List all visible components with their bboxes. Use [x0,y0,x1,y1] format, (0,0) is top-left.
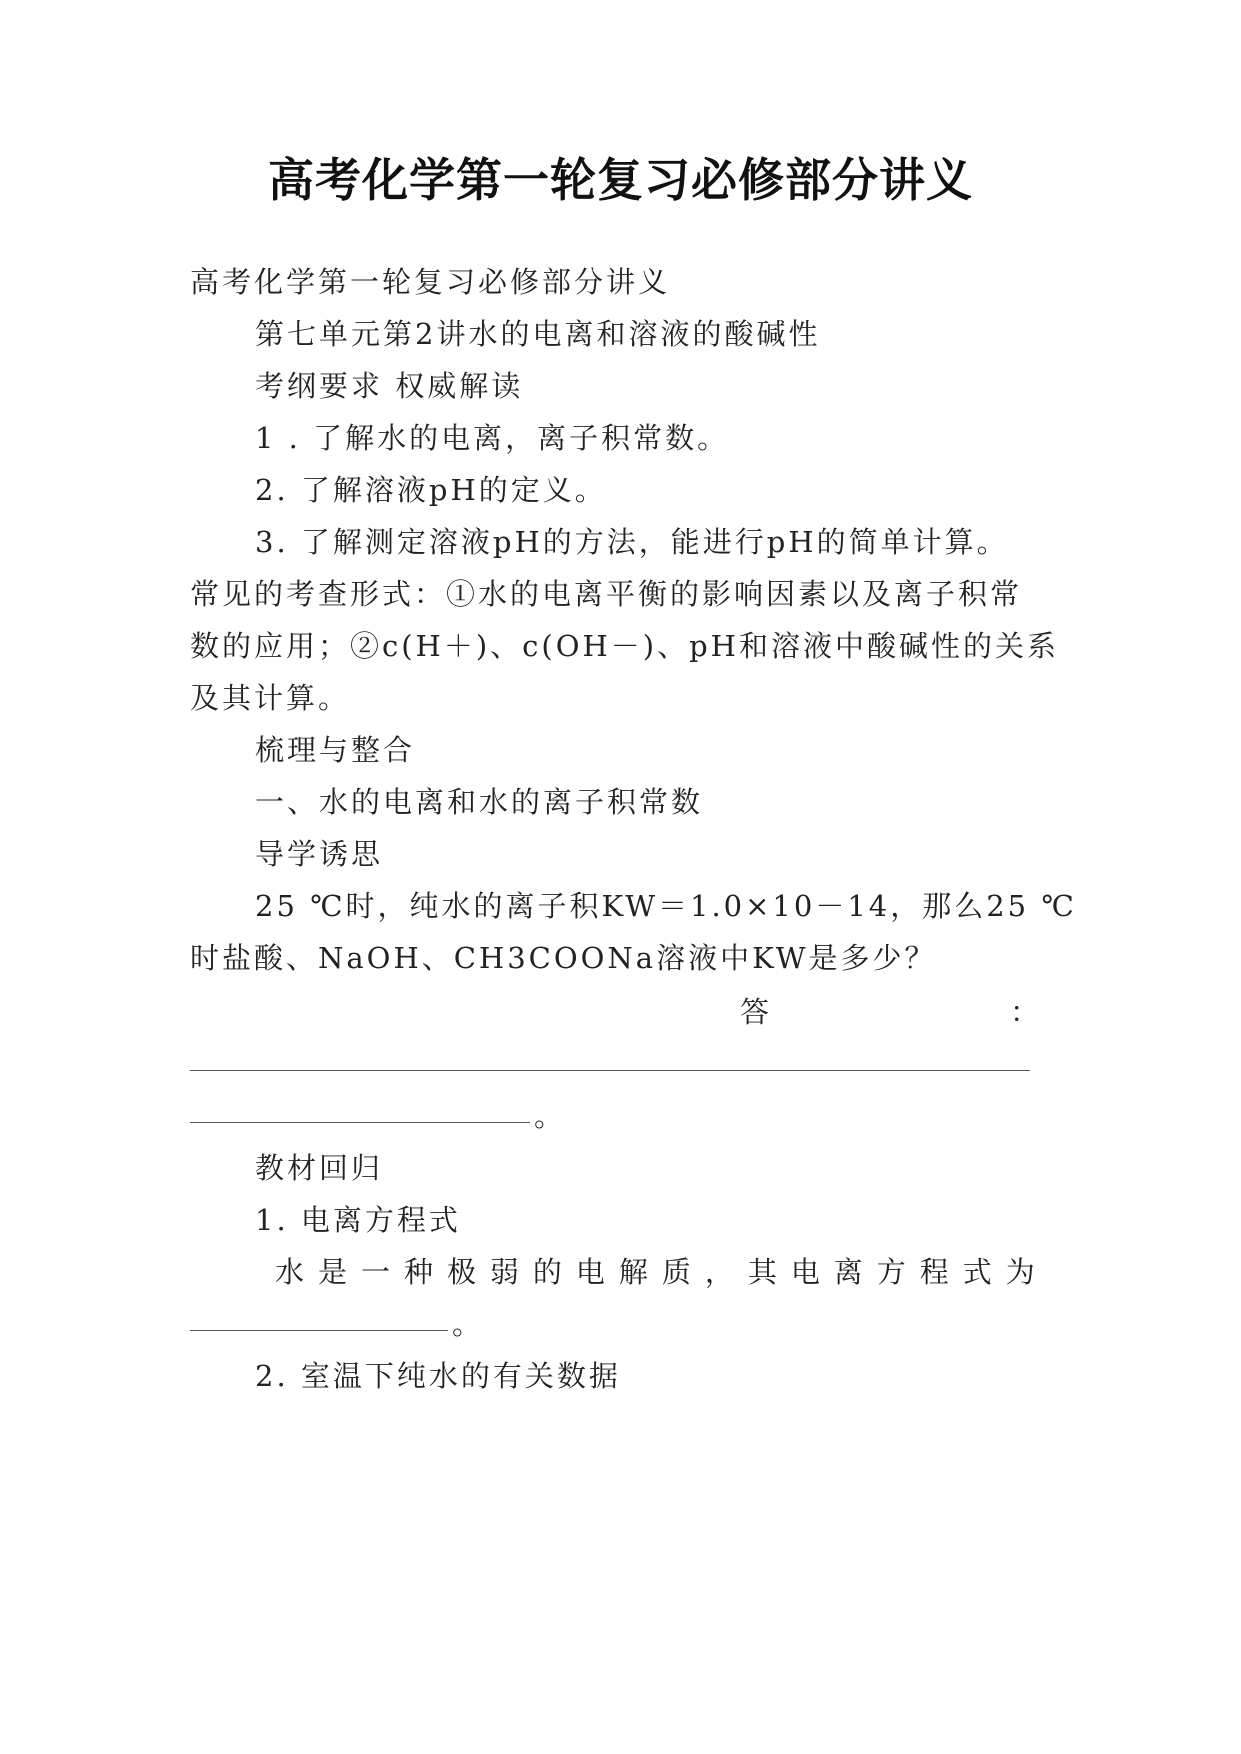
equation-char: 式 [962,1255,992,1289]
textbook-heading: 教材回归 [255,1151,384,1185]
equation-char: 方 [876,1255,906,1289]
equation-char: 解 [618,1255,648,1289]
answer-label: 答 [740,995,773,1029]
item-2-heading: 2. 室温下纯水的有关数据 [255,1359,621,1393]
equation-char: 电 [790,1255,820,1289]
exam-forms-line-2: 数的应用；②c(H＋)、c(OH－)、pH和溶液中酸碱性的关系 [190,629,1059,663]
sort-heading: 梳理与整合 [255,733,416,767]
requirement-2: 2. 了解溶液pH的定义。 [255,473,607,507]
equation-char: ， [704,1255,734,1289]
section-1-heading: 一、水的电离和水的离子积常数 [255,785,704,819]
unit-title: 第七单元第2讲水的电离和溶液的酸碱性 [255,317,821,351]
equation-char: 程 [919,1255,949,1289]
equation-char: 其 [747,1255,777,1289]
equation-char: 是 [317,1255,347,1289]
item-1-heading: 1. 电离方程式 [255,1203,461,1237]
exam-forms-line-3: 及其计算。 [190,681,351,715]
equation-char: 种 [403,1255,433,1289]
document-title: 高考化学第一轮复习必修部分讲义 [268,153,973,207]
answer-blank-1 [190,1070,1030,1071]
equation-sentence [275,1252,1035,1292]
question-line-2: 时盐酸、NaOH、CH3COONa溶液中KW是多少？ [190,941,937,975]
question-line-1: 25 ℃时，纯水的离子积KW＝1.0×10－14，那么25 ℃ [255,889,1077,923]
equation-period: 。 [452,1307,485,1341]
guide-heading: 导学诱思 [255,837,384,871]
equation-blank [190,1330,448,1331]
equation-char: 极 [446,1255,476,1289]
heading-line: 高考化学第一轮复习必修部分讲义 [190,265,671,299]
answer-colon: ： [1010,995,1043,1029]
answer-period: 。 [534,1099,567,1133]
equation-char: 为 [1005,1255,1035,1289]
equation-char: 一 [360,1255,390,1289]
answer-blank-2 [190,1122,530,1123]
equation-char: 的 [532,1255,562,1289]
exam-forms-line-1: 常见的考查形式：①水的电离平衡的影响因素以及离子积常 [190,577,1023,611]
requirement-3: 3. 了解测定溶液pH的方法，能进行pH的简单计算。 [255,525,1009,559]
equation-char: 质 [661,1255,691,1289]
equation-char: 离 [833,1255,863,1289]
equation-char: 水 [275,1255,305,1289]
outline-heading: 考纲要求 权威解读 [255,369,524,403]
requirement-1: 1 . 了解水的电离，离子积常数。 [255,421,730,455]
equation-char: 弱 [489,1255,519,1289]
equation-char: 电 [575,1255,605,1289]
